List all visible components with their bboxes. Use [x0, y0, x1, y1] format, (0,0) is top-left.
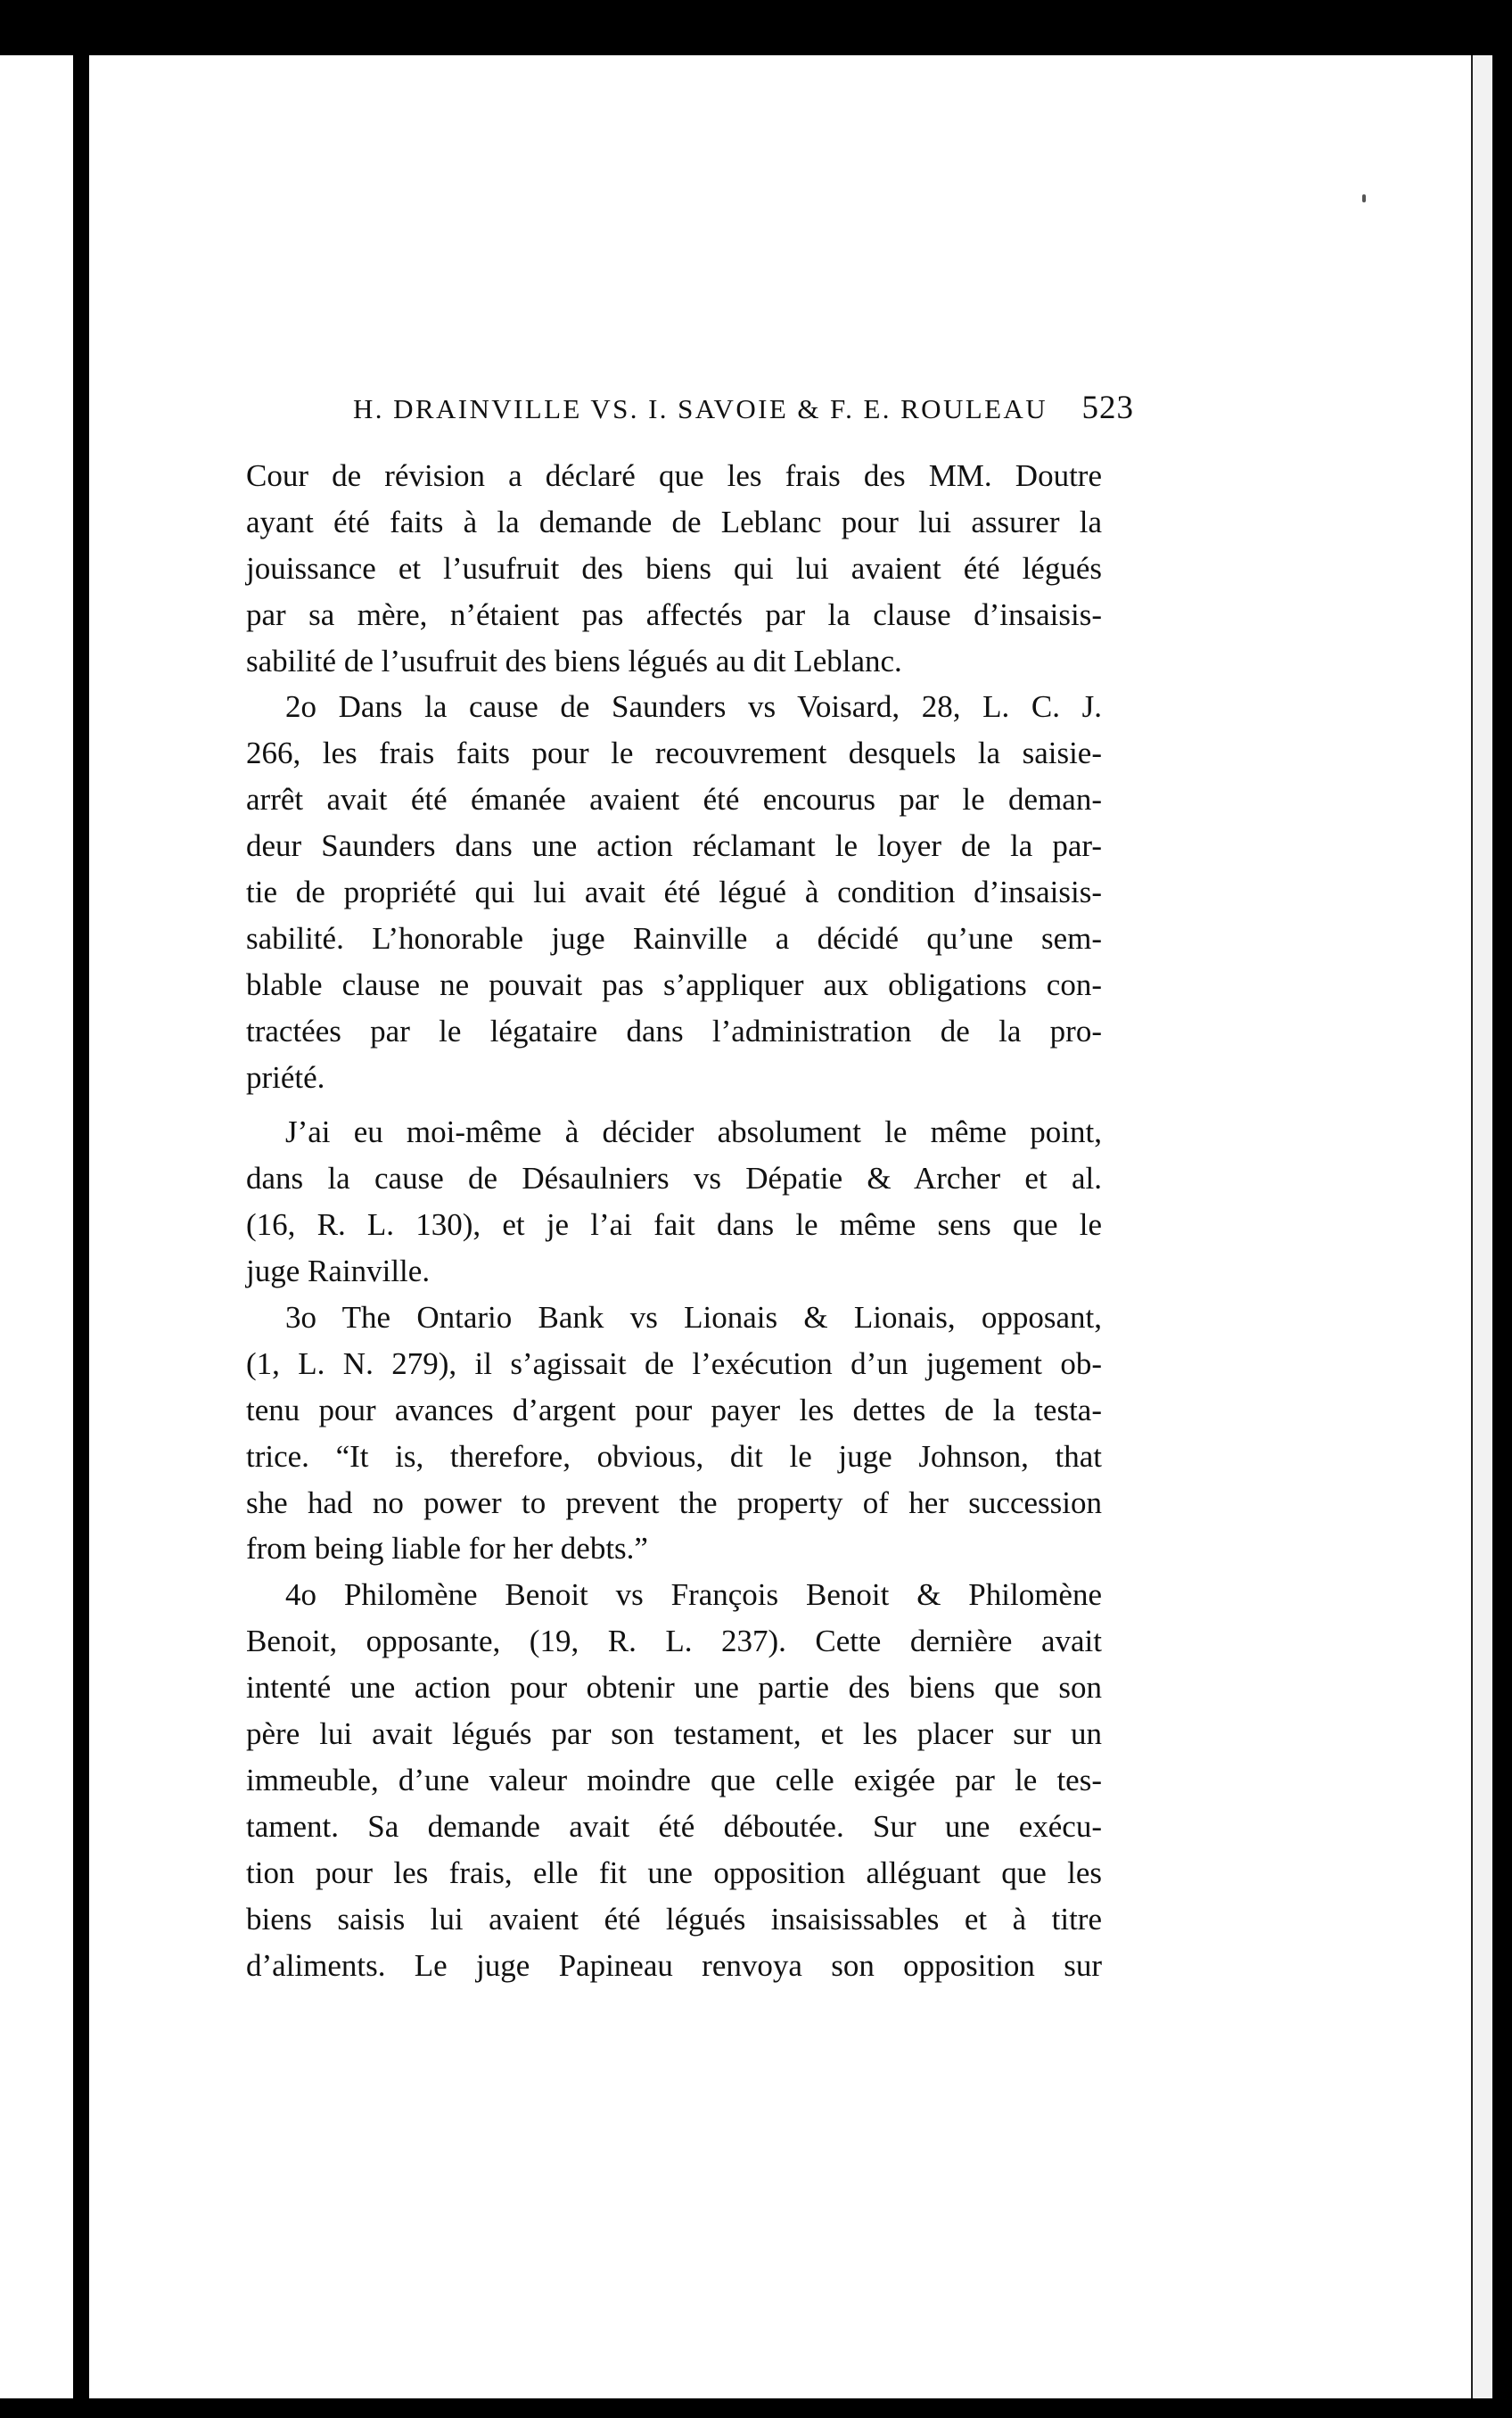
text-line: jouissance et l’usufruit des biens qui lui avaient été légués: [246, 550, 1102, 586]
paragraph-start-line: J’ai eu moi-même à décider absolument le même point,: [285, 1114, 1102, 1150]
text-line: trice. “It is, therefore, obvious, dit le juge Johnson, that: [246, 1438, 1102, 1474]
text-line: Cour de révision a déclaré que les frais des MM. Doutre: [246, 458, 1102, 493]
running-title: H. DRAINVILLE VS. I. SAVOIE & F. E. ROULEAU: [353, 393, 1048, 424]
page-fore-edge: [1471, 55, 1492, 2398]
text-line: dans la cause de Désaulniers vs Dépatie & Archer et al.: [246, 1161, 1102, 1197]
paper-speck: [1362, 194, 1366, 202]
text-line: deur Saunders dans une action réclamant le loyer de la par-: [246, 828, 1102, 864]
text-line: Benoit, opposante, (19, R. L. 237). Cette dernière avait: [246, 1624, 1102, 1659]
paragraph-start-line: 2o Dans la cause de Saunders vs Voisard, 28, L. C. J.: [285, 689, 1102, 725]
text-line: tie de propriété qui lui avait été légué à condition d’insaisis-: [246, 875, 1102, 910]
text-line: from being liable for her debts.”: [246, 1531, 648, 1567]
text-line: tion pour les frais, elle fit une opposition alléguant que les: [246, 1855, 1102, 1890]
body-text: [246, 453, 1102, 1988]
paragraph-gap: [246, 1100, 1102, 1109]
text-line: intenté une action pour obtenir une partie des biens que son: [246, 1670, 1102, 1706]
previous-page-edge: [0, 55, 73, 2398]
text-line: ayant été faits à la demande de Leblanc pour lui assurer la: [246, 504, 1102, 539]
text-line: 266, les frais faits pour le recouvrement desquels la saisie-: [246, 736, 1102, 771]
running-head: [353, 389, 1134, 433]
text-line: immeuble, d’une valeur moindre que celle exigée par le tes-: [246, 1762, 1102, 1797]
text-line: priété.: [246, 1059, 325, 1095]
page-number: 523: [1081, 390, 1134, 426]
text-line: sabilité. L’honorable juge Rainville a décidé qu’une sem-: [246, 920, 1102, 956]
paragraph-start-line: 3o The Ontario Bank vs Lionais & Lionais, opposant,: [285, 1300, 1102, 1336]
text-line: arrêt avait été émanée avaient été encourus par le deman-: [246, 782, 1102, 818]
text-line: juge Rainville.: [246, 1254, 431, 1289]
text-line: par sa mère, n’étaient pas affectés par la clause d’insaisis-: [246, 596, 1102, 632]
text-line: sabilité de l’usufruit des biens légués au dit Leblanc.: [246, 643, 902, 679]
text-line: tament. Sa demande avait été déboutée. Sur une exécu-: [246, 1808, 1102, 1844]
text-line: tractées par le légataire dans l’administration de la pro-: [246, 1013, 1102, 1049]
text-line: biens saisis lui avaient été légués insaisissables et à titre: [246, 1901, 1102, 1937]
text-line: (16, R. L. 130), et je l’ai fait dans le même sens que le: [246, 1207, 1102, 1243]
text-line: (1, L. N. 279), il s’agissait de l’exécution d’un jugement ob-: [246, 1345, 1102, 1381]
text-line: père lui avait légués par son testament, et les placer sur un: [246, 1716, 1102, 1752]
text-line: she had no power to prevent the property of her succession: [246, 1485, 1102, 1520]
text-line: tenu pour avances d’argent pour payer les dettes de la testa-: [246, 1392, 1102, 1427]
text-line: d’aliments. Le juge Papineau renvoya son opposition sur: [246, 1947, 1102, 1983]
paragraph-start-line: 4o Philomène Benoit vs François Benoit & Philomène: [285, 1577, 1102, 1613]
text-line: blable clause ne pouvait pas s’appliquer aux obligations con-: [246, 966, 1102, 1002]
